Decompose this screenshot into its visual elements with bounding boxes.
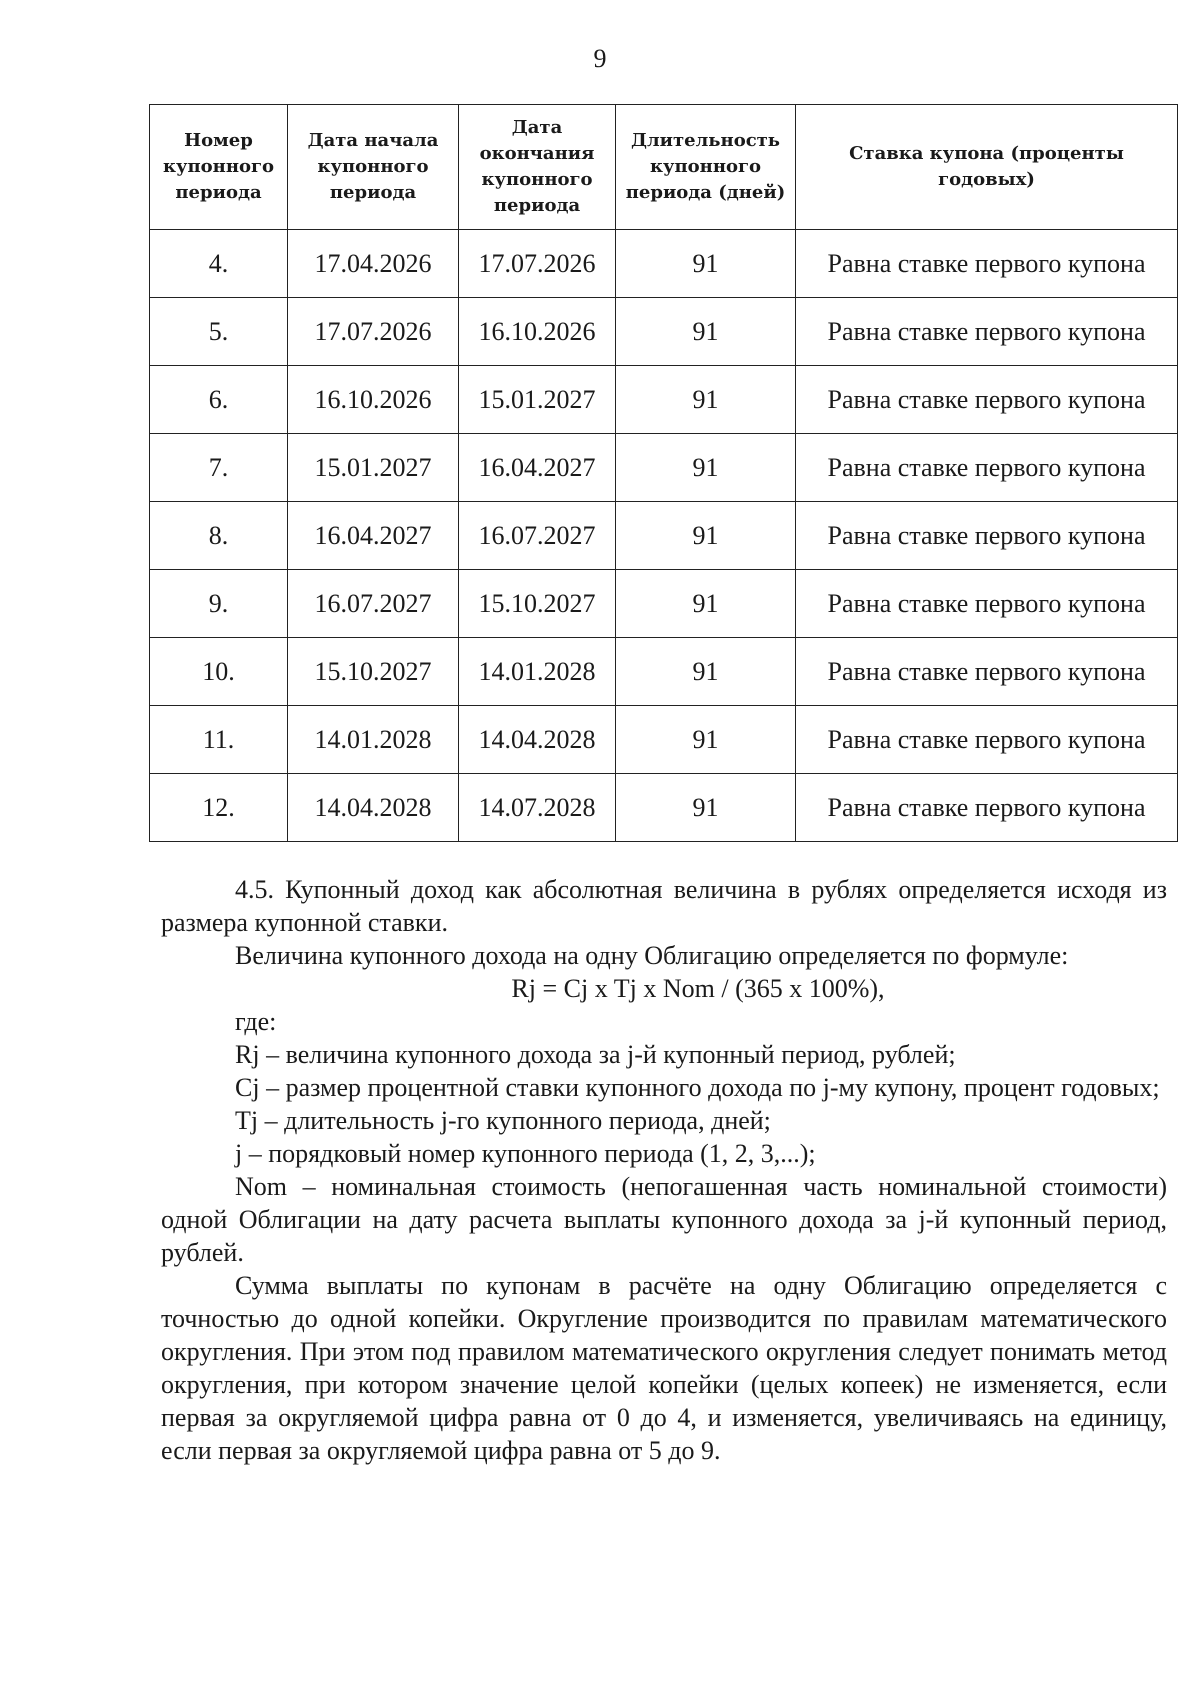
coupon-schedule-table — [149, 104, 1178, 842]
definition-rj: Rj – величина купонного дохода за j-й купонный период, рублей; — [235, 1040, 956, 1069]
header-coupon-number: Номер купонного периода — [150, 105, 288, 230]
cell-rate: Равна ставке первого купона — [796, 434, 1178, 502]
cell-rate: Равна ставке первого купона — [796, 706, 1178, 774]
cell-number: 10. — [150, 638, 288, 706]
paragraph-coupon-income: 4.5. Купонный доход как абсолютная величина в рублях определяется исходя из размера купонной ставки. — [161, 875, 1167, 937]
cell-start-date: 15.10.2027 — [288, 638, 459, 706]
header-end-date: Дата окончания купонного периода — [459, 105, 616, 230]
cell-end-date: 15.10.2027 — [459, 570, 616, 638]
cell-start-date: 16.07.2027 — [288, 570, 459, 638]
table-row — [150, 774, 1178, 842]
definition-tj: Tj – длительность j-го купонного периода, дней; — [235, 1106, 771, 1135]
cell-start-date: 14.04.2028 — [288, 774, 459, 842]
cell-start-date: 16.10.2026 — [288, 366, 459, 434]
coupon-formula: Rj = Cj x Tj x Nom / (365 x 100%), — [511, 974, 885, 1003]
cell-start-date: 17.07.2026 — [288, 298, 459, 366]
cell-number: 4. — [150, 230, 288, 298]
cell-number: 9. — [150, 570, 288, 638]
page-number: 9 — [593, 44, 607, 73]
table-row — [150, 230, 1178, 298]
definition-j: j – порядковый номер купонного периода (1, 2, 3,...); — [235, 1139, 816, 1168]
cell-duration: 91 — [616, 706, 796, 774]
cell-end-date: 17.07.2026 — [459, 230, 616, 298]
cell-end-date: 16.04.2027 — [459, 434, 616, 502]
header-start-date: Дата начала купонного периода — [288, 105, 459, 230]
cell-duration: 91 — [616, 502, 796, 570]
table-row — [150, 570, 1178, 638]
cell-start-date: 16.04.2027 — [288, 502, 459, 570]
cell-duration: 91 — [616, 366, 796, 434]
header-coupon-rate: Ставка купона (проценты годовых) — [796, 105, 1178, 230]
where-label: где: — [235, 1007, 277, 1036]
cell-rate: Равна ставке первого купона — [796, 570, 1178, 638]
cell-end-date: 16.07.2027 — [459, 502, 616, 570]
cell-number: 8. — [150, 502, 288, 570]
header-duration: Длительность купонного периода (дней) — [616, 105, 796, 230]
document-body — [161, 873, 1167, 1467]
table-header-row — [150, 105, 1178, 230]
cell-start-date: 14.01.2028 — [288, 706, 459, 774]
paragraph-rounding: Сумма выплаты по купонам в расчёте на одну Облигацию определяется с точностью до одной копейки. Округление производится по правилам математического округления. При этом под правилом математического округления следует понимать метод округления, при котором значение целой копейки (целых копеек) не изменяется, если первая за округляемой цифра равна от 0 до 4, и изменяется, увеличиваясь на единицу, если первая за округляемой цифра равна от 5 до 9. — [161, 1271, 1167, 1465]
table-row — [150, 502, 1178, 570]
cell-duration: 91 — [616, 638, 796, 706]
cell-number: 6. — [150, 366, 288, 434]
definition-cj: Cj – размер процентной ставки купонного дохода по j-му купону, процент годовых; — [235, 1073, 1160, 1102]
cell-rate: Равна ставке первого купона — [796, 638, 1178, 706]
cell-number: 7. — [150, 434, 288, 502]
cell-duration: 91 — [616, 230, 796, 298]
table-row — [150, 366, 1178, 434]
cell-duration: 91 — [616, 570, 796, 638]
cell-rate: Равна ставке первого купона — [796, 774, 1178, 842]
cell-rate: Равна ставке первого купона — [796, 230, 1178, 298]
cell-end-date: 16.10.2026 — [459, 298, 616, 366]
cell-start-date: 17.04.2026 — [288, 230, 459, 298]
cell-rate: Равна ставке первого купона — [796, 298, 1178, 366]
table-row — [150, 298, 1178, 366]
cell-end-date: 14.07.2028 — [459, 774, 616, 842]
cell-end-date: 14.01.2028 — [459, 638, 616, 706]
table-row — [150, 638, 1178, 706]
cell-duration: 91 — [616, 774, 796, 842]
table-row — [150, 434, 1178, 502]
cell-duration: 91 — [616, 298, 796, 366]
cell-end-date: 15.01.2027 — [459, 366, 616, 434]
definition-nom: Nom – номинальная стоимость (непогашенная часть номинальной стоимости) одной Облигации на дату расчета выплаты купонного дохода за j-й купонный период, рублей. — [161, 1172, 1167, 1267]
cell-start-date: 15.01.2027 — [288, 434, 459, 502]
cell-number: 5. — [150, 298, 288, 366]
cell-end-date: 14.04.2028 — [459, 706, 616, 774]
cell-duration: 91 — [616, 434, 796, 502]
cell-number: 11. — [150, 706, 288, 774]
cell-rate: Равна ставке первого купона — [796, 366, 1178, 434]
table-row — [150, 706, 1178, 774]
cell-rate: Равна ставке первого купона — [796, 502, 1178, 570]
paragraph-formula-intro: Величина купонного дохода на одну Облигацию определяется по формуле: — [235, 941, 1069, 970]
cell-number: 12. — [150, 774, 288, 842]
